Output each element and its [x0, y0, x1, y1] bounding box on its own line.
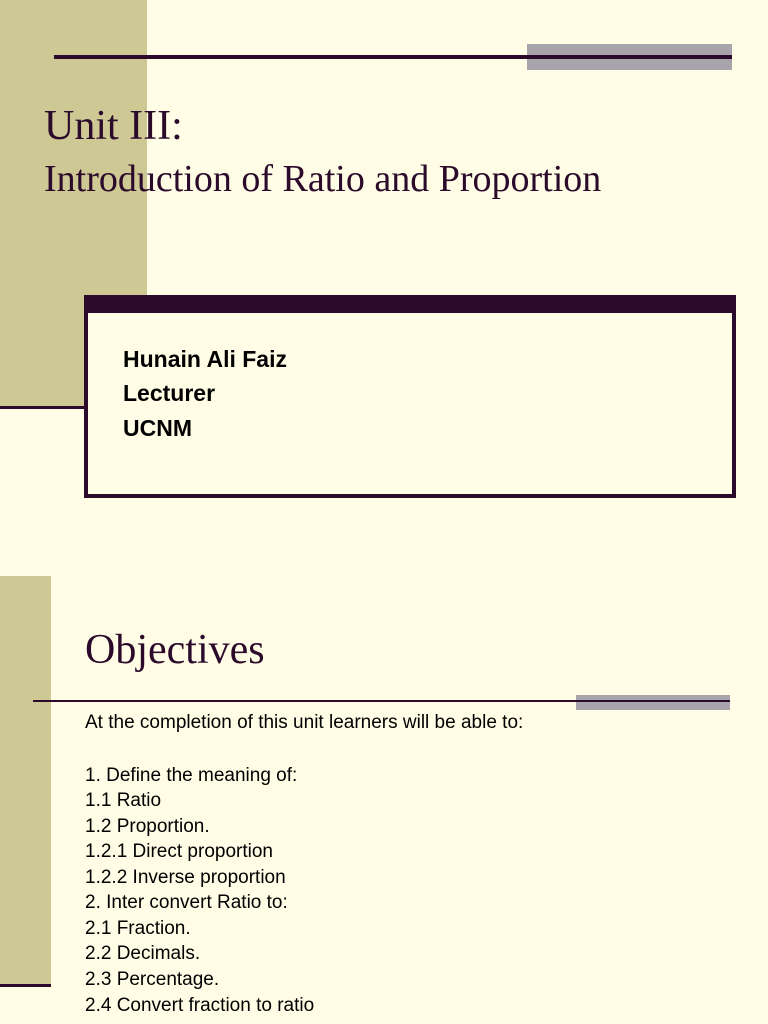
presenter-info-box: [84, 295, 736, 498]
objective-line: 1. Define the meaning of:: [85, 765, 298, 786]
slide-subtitle: Introduction of Ratio and Proportion: [44, 158, 602, 200]
intro-line: At the completion of this unit learners will be able to:: [85, 712, 524, 733]
presenter-org: UCNM: [123, 415, 192, 441]
heading-grey-bar: [576, 695, 730, 710]
presenter-name: Hunain Ali Faiz: [123, 346, 287, 372]
objective-line: 1.2.1 Direct proportion: [85, 841, 273, 862]
objective-line: 2.4 Convert fraction to ratio: [85, 995, 315, 1016]
objective-line: 2. Inter convert Ratio to:: [85, 892, 288, 913]
heading-rule: [33, 700, 730, 702]
slide-title: Unit III:: [44, 103, 183, 149]
top-rule-overlay: [527, 55, 732, 59]
objective-line: 1.1 Ratio: [85, 790, 162, 811]
bottom-left-rule: [0, 984, 51, 987]
objective-line: 1.2.2 Inverse proportion: [85, 867, 286, 888]
objectives-slide: [0, 576, 768, 1024]
objectives-heading: Objectives: [85, 627, 265, 673]
objective-line: 1.2 Proportion.: [85, 816, 210, 837]
presenter-role: Lecturer: [123, 380, 216, 406]
objective-line: 2.3 Percentage.: [85, 969, 220, 990]
box-connector-rule: [0, 406, 86, 409]
objective-line: 2.2 Decimals.: [85, 943, 201, 964]
objective-line: 2.1 Fraction.: [85, 918, 191, 939]
side-accent-bar: [0, 576, 51, 986]
